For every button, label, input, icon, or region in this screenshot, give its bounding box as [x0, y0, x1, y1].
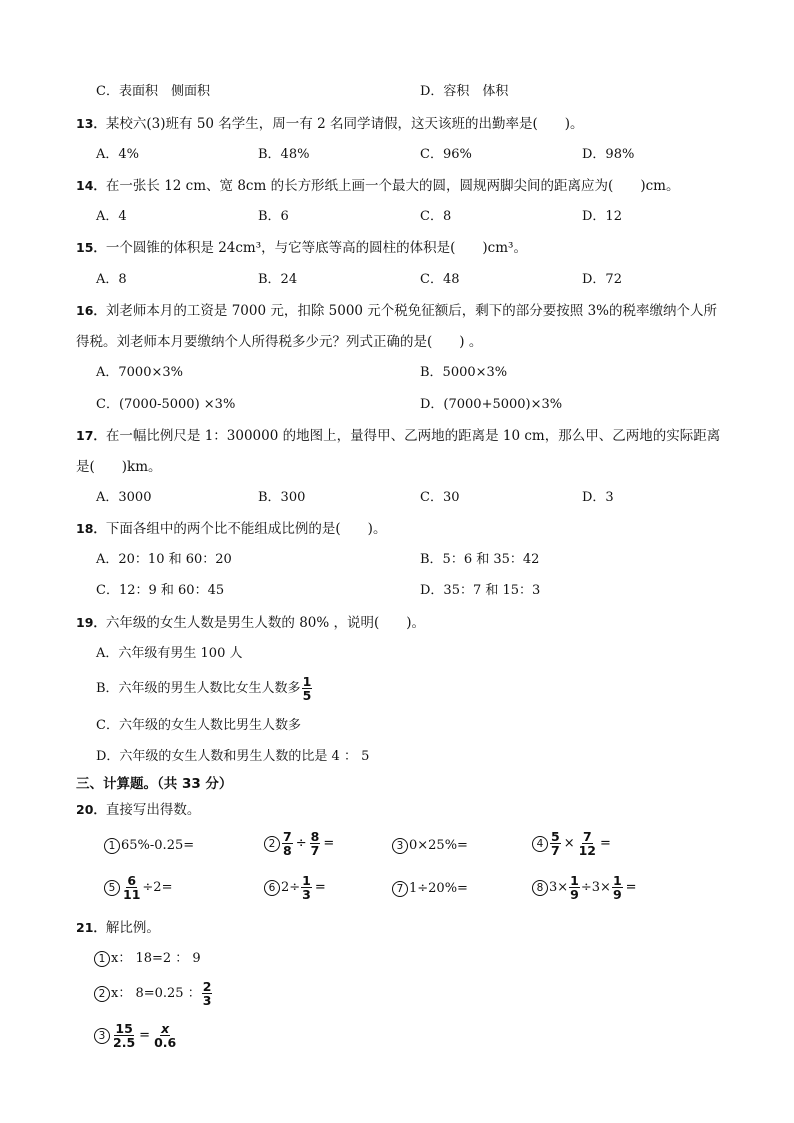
question-text: 下面各组中的两个比不能组成比例的是( )。 [105, 521, 387, 537]
proportion-2: 2 x： 8=0.25 ： $\frac{2}{3}$ [94, 978, 213, 1010]
circled-number: 8 [532, 880, 548, 896]
q14-option-a: A．4 [96, 209, 127, 224]
calc-item-1: 1 65%-0.25= [104, 837, 194, 855]
option-c-surface-area: C．表面积 侧面积 [96, 84, 210, 99]
question-number: 15． [76, 240, 106, 255]
question-number: 14． [76, 178, 106, 193]
question-17-line-2: 是( )km。 [76, 459, 162, 475]
q15-option-b: B．24 [258, 272, 298, 287]
calc-item-3: 3 0×25%= [392, 837, 468, 855]
q19-option-d: D．六年级的女生人数和男生人数的比是 4 ： 5 [96, 749, 370, 764]
circled-number: 3 [94, 1028, 110, 1044]
q17-option-c: C．30 [420, 490, 460, 505]
question-13 [76, 115, 584, 133]
q14-option-c: C．8 [420, 209, 452, 224]
circled-number: 2 [264, 836, 280, 852]
circled-number: 5 [104, 880, 120, 896]
circled-number: 1 [94, 951, 110, 967]
question-number: 17． [76, 428, 106, 443]
question-text: 解比例。 [105, 920, 160, 936]
question-text: 直接写出得数。 [105, 802, 201, 818]
question-14 [76, 177, 679, 195]
question-number: 21． [76, 920, 106, 935]
q17-option-d: D．3 [582, 490, 614, 505]
calc-item-8: 8 3× $\frac{1}{9}$ ÷3× $\frac{1}{9}$ = [532, 872, 639, 904]
calc-item-7: 7 1÷20%= [392, 880, 468, 898]
question-text: 在一张长 12 cm、宽 8cm 的长方形纸上画一个最大的圆，圆规两脚尖间的距离应为( )cm。 [105, 178, 680, 194]
question-number: 19． [76, 615, 106, 630]
calc-item-5: 5 $\frac{6}{11}$ ÷2= [104, 872, 172, 904]
option-d-volume: D．容积 体积 [420, 84, 509, 99]
q15-option-d: D．72 [582, 272, 622, 287]
q18-option-a: A．20：10 和 60：20 [96, 552, 232, 567]
calc-item-2: 2 $\frac{7}{8}$ ÷ $\frac{8}{7}$ = [264, 828, 336, 860]
question-text: 在一幅比例尺是 1：300000 的地图上，量得甲、乙两地的距离是 10 cm，那么甲、乙两地的实际距离 [105, 428, 721, 444]
circled-number: 7 [392, 881, 408, 897]
circled-number: 6 [264, 880, 280, 896]
question-16-line-2: 得税。刘老师本月要缴纳个人所得税多少元？列式正确的是( ) 。 [76, 334, 483, 350]
calc-item-4: 4 $\frac{5}{7}$ × $\frac{7}{12}$ = [532, 828, 613, 860]
q14-option-d: D．12 [582, 209, 622, 224]
section-3-heading: 三、计算题。（共 33 分） [76, 776, 233, 792]
q13-option-d: D．98% [582, 147, 635, 162]
q18-option-c: C．12：9 和 60：45 [96, 583, 225, 598]
circled-number: 1 [104, 838, 120, 854]
proportion-1: 1 x： 18=2 ： 9 [94, 950, 201, 968]
question-15 [76, 239, 527, 257]
question-text: 六年级的女生人数是男生人数的 80% ，说明( )。 [105, 615, 426, 631]
q16-option-d: D．(7000+5000)×3% [420, 397, 563, 412]
q16-option-b: B．5000×3% [420, 365, 508, 380]
q13-option-a: A．4% [96, 147, 140, 162]
question-18 [76, 520, 386, 538]
question-19 [76, 614, 425, 632]
question-21 [76, 919, 160, 937]
question-number: 16． [76, 303, 106, 318]
circled-number: 4 [532, 836, 548, 852]
q17-option-b: B．300 [258, 490, 306, 505]
q19-option-c: C．六年级的女生人数比男生人数多 [96, 718, 301, 733]
q16-option-a: A．7000×3% [96, 365, 183, 380]
question-17 [76, 427, 720, 445]
q19-option-a: A．六年级有男生 100 人 [96, 646, 243, 661]
question-number: 13． [76, 116, 106, 131]
question-16 [76, 302, 717, 320]
q16-option-c: C．(7000-5000) ×3% [96, 397, 236, 412]
q15-option-c: C．48 [420, 272, 460, 287]
q19-option-b [96, 675, 313, 702]
q13-option-b: B．48% [258, 147, 310, 162]
q17-option-a: A．3000 [96, 490, 152, 505]
q18-option-d: D．35：7 和 15：3 [420, 583, 541, 598]
q14-option-b: B．6 [258, 209, 289, 224]
proportion-3: 3 $\frac{15}{2.5}$ = $\frac{x}{0.6}$ [94, 1020, 178, 1052]
question-text: 刘老师本月的工资是 7000 元，扣除 5000 元个税免征额后，剩下的部分要按照 3%的税率缴纳个人所 [105, 303, 717, 319]
question-20 [76, 801, 200, 819]
circled-number: 2 [94, 986, 110, 1002]
question-number: 20． [76, 802, 106, 817]
circled-number: 3 [392, 838, 408, 854]
calc-item-6: 6 2÷ $\frac{1}{3}$ = [264, 872, 328, 904]
option-text: B．六年级的男生人数比女生人数多 [96, 681, 301, 696]
question-text: 某校六(3)班有 50 名学生，周一有 2 名同学请假，这天该班的出勤率是( )。 [105, 116, 584, 132]
q15-option-a: A．8 [96, 272, 127, 287]
q13-option-c: C．96% [420, 147, 472, 162]
question-number: 18． [76, 521, 106, 536]
q18-option-b: B．5：6 和 35：42 [420, 552, 540, 567]
fraction-one-fifth: $\frac{1}{5}$ [302, 674, 312, 703]
question-text: 一个圆锥的体积是 24cm³，与它等底等高的圆柱的体积是( )cm³。 [105, 240, 527, 256]
